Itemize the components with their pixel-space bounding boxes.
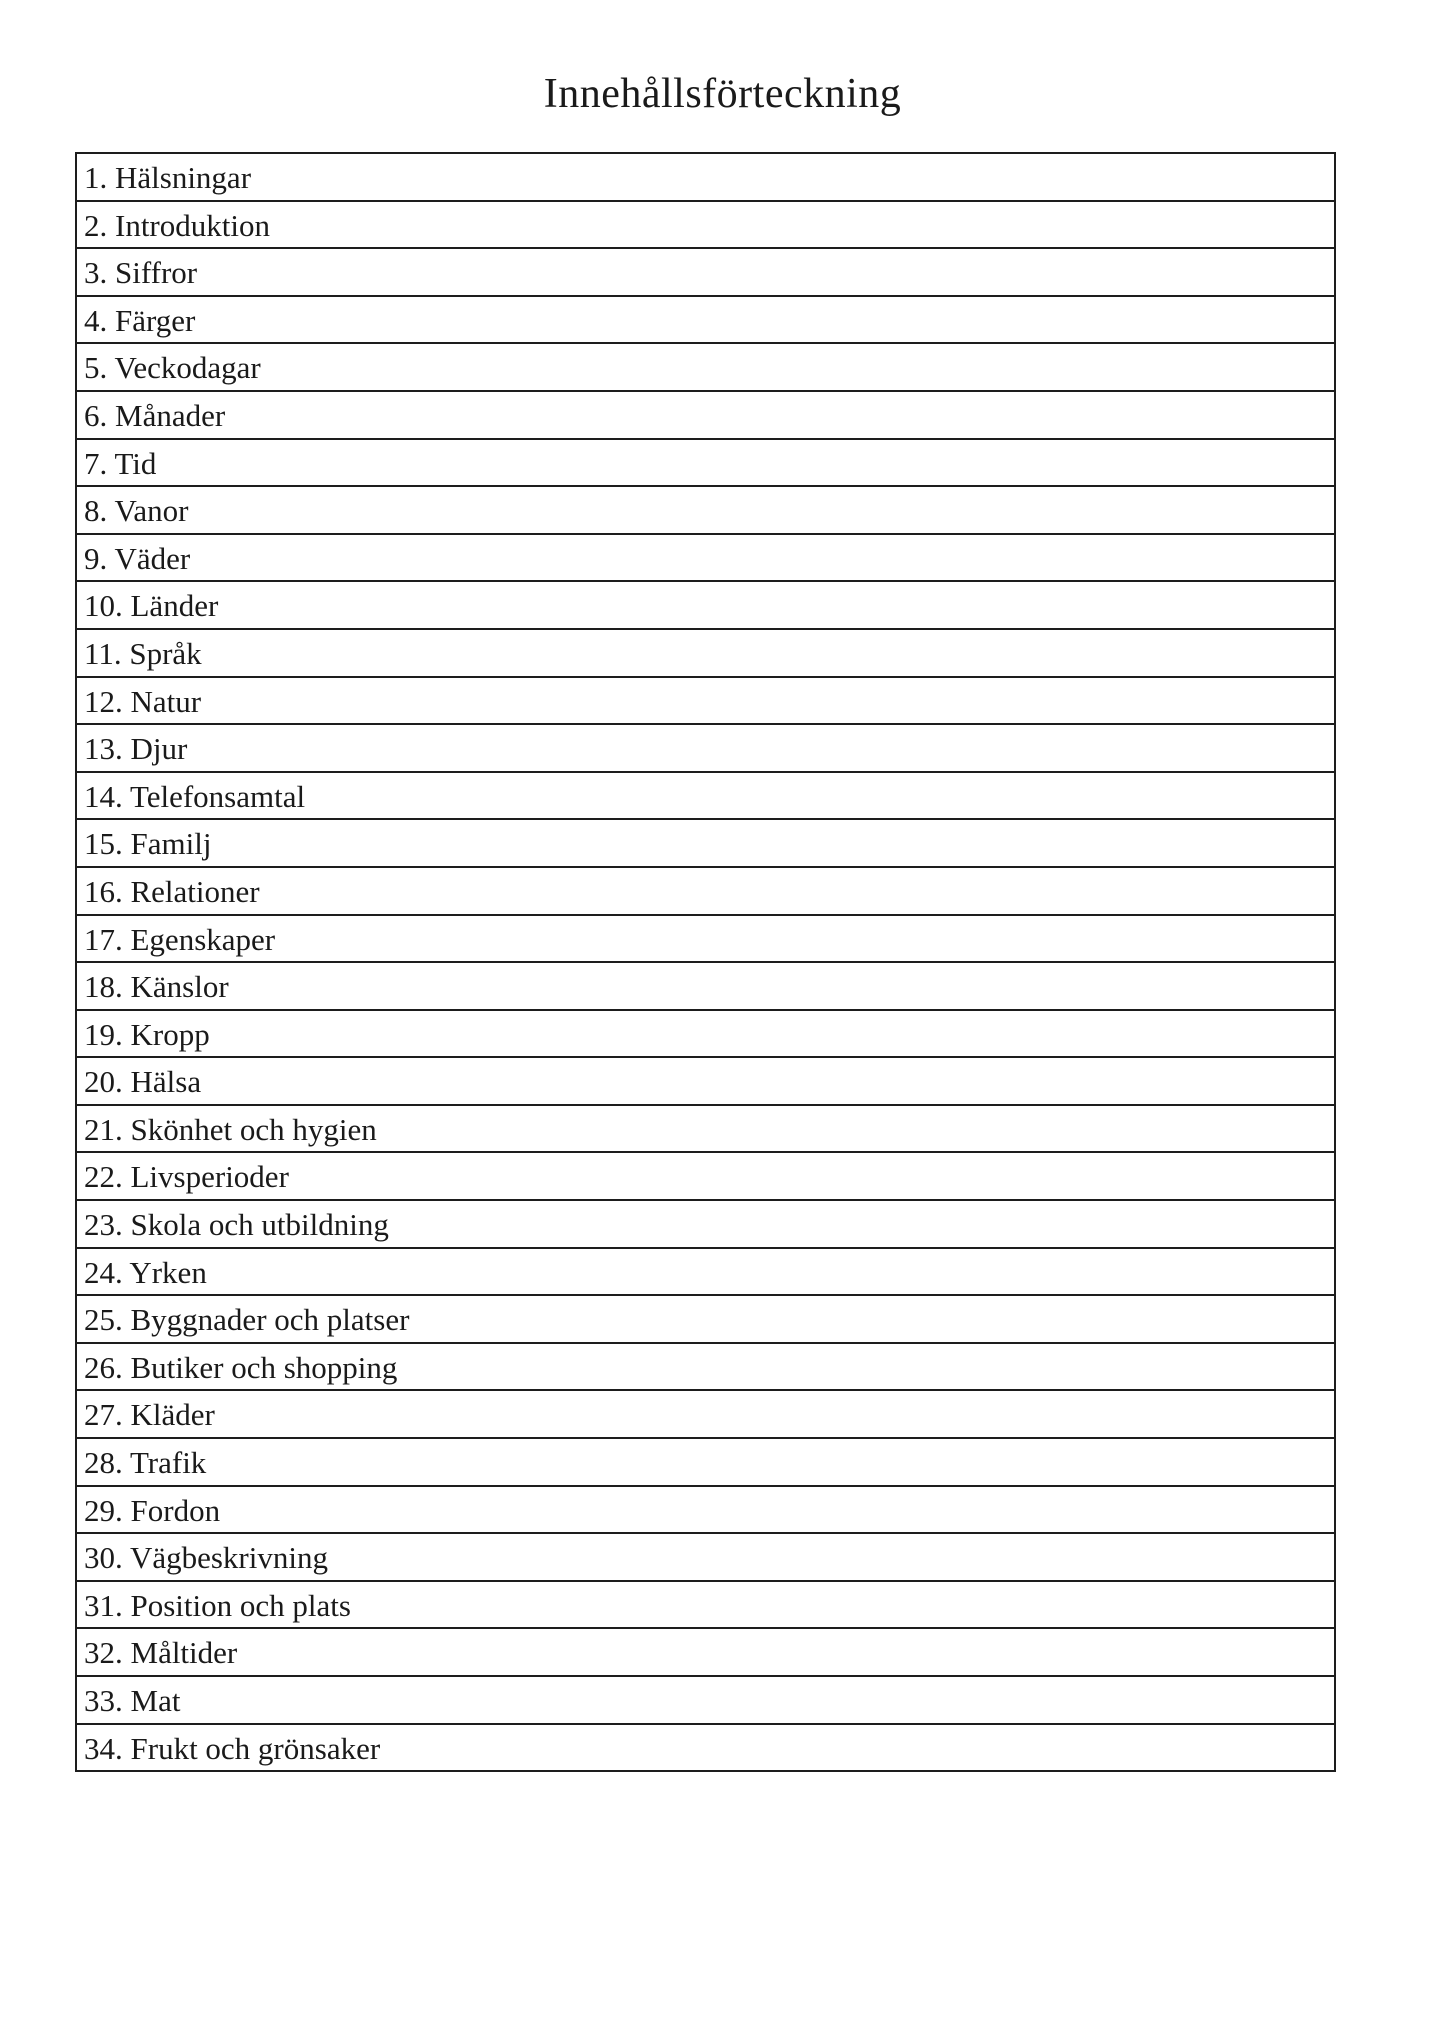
toc-entry-label: 15. Familj [84,826,212,862]
toc-row [77,582,1334,630]
toc-row [77,1725,1334,1771]
toc-entry-label: 25. Byggnader och platser [84,1302,410,1338]
toc-row [77,1344,1334,1392]
toc-entry-label: 31. Position och plats [84,1587,351,1623]
toc-row [77,1106,1334,1154]
toc-row [77,868,1334,916]
page-title: Innehållsförteckning [543,71,902,117]
toc-entry-label: 13. Djur [84,731,188,767]
toc-row [77,1439,1334,1487]
toc-entry-label: 11. Språk [84,635,202,671]
toc-table [75,152,1336,1772]
toc-row [77,1629,1334,1677]
toc-row [77,678,1334,726]
toc-entry-label: 10. Länder [84,588,219,624]
toc-entry-label: 30. Vägbeskrivning [84,1540,328,1576]
toc-entry-label: 7. Tid [84,445,157,481]
toc-entry-label: 2. Introduktion [84,207,270,243]
toc-row [77,1391,1334,1439]
toc-row [77,154,1334,202]
toc-row [77,202,1334,250]
toc-entry-label: 1. Hälsningar [84,160,252,195]
toc-row [77,535,1334,583]
toc-entry-label: 16. Relationer [84,873,260,909]
toc-row [77,630,1334,678]
toc-entry-label: 3. Siffror [84,255,198,291]
toc-row [77,773,1334,821]
toc-row [77,297,1334,345]
toc-row [77,1058,1334,1106]
toc-row [77,249,1334,297]
toc-row [77,344,1334,392]
toc-entry-label: 28. Trafik [84,1445,207,1481]
toc-entry-label: 33. Mat [84,1683,181,1718]
toc-entry-label: 19. Kropp [84,1016,210,1052]
toc-row [77,1534,1334,1582]
toc-row [77,1011,1334,1059]
toc-entry-label: 12. Natur [84,683,202,719]
toc-entry-label: 23. Skola och utbildning [84,1207,389,1243]
toc-entry-label: 20. Hälsa [84,1064,202,1100]
toc-entry-label: 29. Fordon [84,1492,221,1528]
toc-entry-label: 5. Veckodagar [84,350,261,386]
toc-entry-label: 26. Butiker och shopping [84,1349,398,1385]
toc-row [77,1296,1334,1344]
toc-row [77,392,1334,440]
toc-entry-label: 32. Måltider [84,1635,238,1671]
toc-entry-label: 18. Känslor [84,969,229,1005]
toc-entry-label: 22. Livsperioder [84,1159,289,1195]
toc-entry-label: 4. Färger [84,302,196,338]
toc-entry-label: 6. Månader [84,397,226,433]
toc-entry-label: 9. Väder [84,540,191,576]
toc-row [77,440,1334,488]
toc-row [77,963,1334,1011]
toc-entry-label: 17. Egenskaper [84,921,276,957]
toc-row [77,725,1334,773]
toc-row [77,1582,1334,1630]
toc-row [77,1249,1334,1297]
toc-entry-label: 24. Yrken [84,1254,207,1290]
toc-entry-label: 27. Kläder [84,1397,215,1433]
toc-entry-label: 21. Skönhet och hygien [84,1111,377,1147]
toc-row [77,1153,1334,1201]
toc-row [77,1201,1334,1249]
toc-row [77,1487,1334,1535]
toc-entry-label: 14. Telefonsamtal [84,778,306,814]
toc-entry-label: 8. Vanor [84,493,189,529]
toc-entry-label: 34. Frukt och grönsaker [84,1730,381,1766]
toc-row [77,1677,1334,1725]
toc-row [77,916,1334,964]
toc-row [77,487,1334,535]
toc-row [77,820,1334,868]
